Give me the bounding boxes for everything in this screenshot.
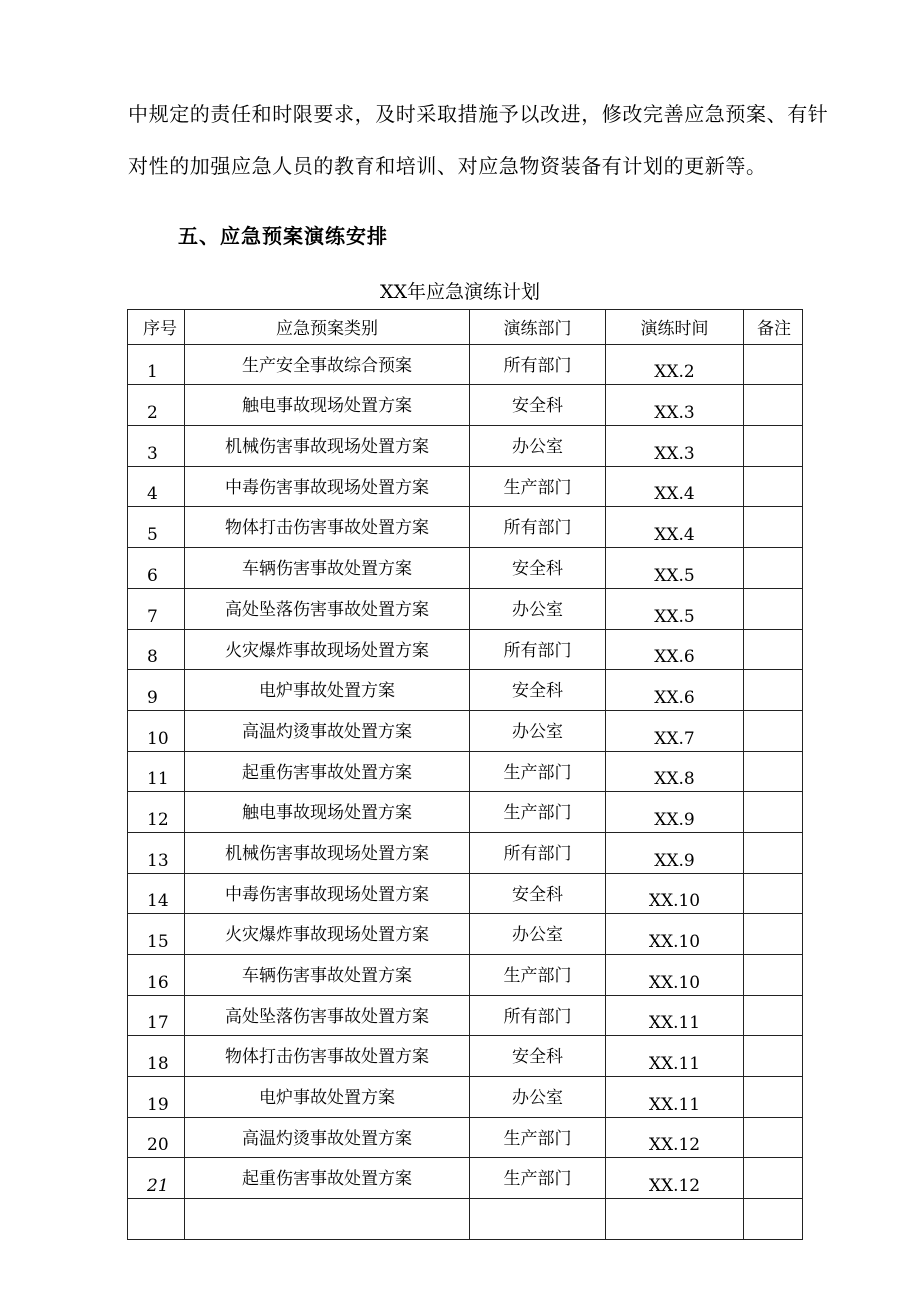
cell-note: [744, 1199, 803, 1240]
cell-no: 8: [128, 629, 185, 670]
cell-note: [744, 629, 803, 670]
cell-no: 1: [128, 344, 185, 385]
cell-no: 9: [128, 670, 185, 711]
cell-note: [744, 507, 803, 548]
cell-time: XX.12: [606, 1158, 744, 1199]
cell-time: XX.11: [606, 1036, 744, 1077]
cell-category: 高温灼烫事故处置方案: [185, 710, 470, 751]
cell-time: XX.3: [606, 385, 744, 426]
cell-time: XX.5: [606, 588, 744, 629]
cell-no: 6: [128, 548, 185, 589]
cell-time: XX.2: [606, 344, 744, 385]
cell-category: 机械伤害事故现场处置方案: [185, 832, 470, 873]
table-row: [128, 1117, 803, 1158]
cell-note: [744, 588, 803, 629]
cell-department: 所有部门: [470, 629, 606, 670]
cell-category: 火灾爆炸事故现场处置方案: [185, 629, 470, 670]
table-row: [128, 670, 803, 711]
cell-no: 4: [128, 466, 185, 507]
cell-time: XX.5: [606, 548, 744, 589]
cell-time: XX.6: [606, 629, 744, 670]
cell-department: 安全科: [470, 548, 606, 589]
table-row: [128, 385, 803, 426]
cell-time: XX.6: [606, 670, 744, 711]
cell-note: [744, 1077, 803, 1118]
cell-no: 19: [128, 1077, 185, 1118]
cell-note: [744, 1117, 803, 1158]
cell-category: 车辆伤害事故处置方案: [185, 955, 470, 996]
table-row: [128, 710, 803, 751]
cell-no: 16: [128, 955, 185, 996]
cell-time: XX.4: [606, 466, 744, 507]
table-row: [128, 1077, 803, 1118]
cell-note: [744, 466, 803, 507]
cell-category: 火灾爆炸事故现场处置方案: [185, 914, 470, 955]
table-row: [128, 751, 803, 792]
cell-department: 生产部门: [470, 792, 606, 833]
header-category: 应急预案类别: [185, 310, 470, 345]
drill-plan-table: [127, 309, 803, 1240]
header-department: 演练部门: [470, 310, 606, 345]
cell-category: 电炉事故处置方案: [185, 1077, 470, 1118]
cell-category: 生产安全事故综合预案: [185, 344, 470, 385]
cell-department: 所有部门: [470, 832, 606, 873]
cell-category: 起重伤害事故处置方案: [185, 751, 470, 792]
cell-department: 办公室: [470, 426, 606, 467]
cell-category: 车辆伤害事故处置方案: [185, 548, 470, 589]
table-row: [128, 588, 803, 629]
header-no: 序号: [128, 310, 185, 345]
header-note: 备注: [744, 310, 803, 345]
table-row: [128, 629, 803, 670]
cell-department: 生产部门: [470, 955, 606, 996]
cell-no: 3: [128, 426, 185, 467]
cell-note: [744, 792, 803, 833]
cell-time: XX.3: [606, 426, 744, 467]
table-row: [128, 1036, 803, 1077]
header-time: 演练时间: [606, 310, 744, 345]
cell-category: 中毒伤害事故现场处置方案: [185, 466, 470, 507]
cell-no: 20: [128, 1117, 185, 1158]
cell-time: XX.9: [606, 792, 744, 833]
cell-department: 办公室: [470, 710, 606, 751]
cell-note: [744, 670, 803, 711]
cell-department: 办公室: [470, 914, 606, 955]
cell-department: 所有部门: [470, 344, 606, 385]
cell-category: 中毒伤害事故现场处置方案: [185, 873, 470, 914]
cell-no: [128, 1199, 185, 1240]
cell-category: 起重伤害事故处置方案: [185, 1158, 470, 1199]
cell-category: 高处坠落伤害事故处置方案: [185, 588, 470, 629]
cell-department: 办公室: [470, 588, 606, 629]
cell-no: 14: [128, 873, 185, 914]
table-row: [128, 548, 803, 589]
cell-note: [744, 751, 803, 792]
cell-no: 21: [128, 1158, 185, 1199]
table-row: [128, 507, 803, 548]
cell-time: XX.9: [606, 832, 744, 873]
cell-note: [744, 914, 803, 955]
cell-no: 15: [128, 914, 185, 955]
cell-category: 触电事故现场处置方案: [185, 792, 470, 833]
cell-time: XX.11: [606, 1077, 744, 1118]
table-row: [128, 832, 803, 873]
section-heading: 五、应急预案演练安排: [178, 224, 388, 248]
cell-no: 10: [128, 710, 185, 751]
cell-note: [744, 1036, 803, 1077]
cell-department: 所有部门: [470, 995, 606, 1036]
cell-department: 生产部门: [470, 751, 606, 792]
cell-department: [470, 1199, 606, 1240]
cell-category: 高温灼烫事故处置方案: [185, 1117, 470, 1158]
cell-note: [744, 548, 803, 589]
cell-time: XX.11: [606, 995, 744, 1036]
cell-note: [744, 1158, 803, 1199]
cell-category: 物体打击伤害事故处置方案: [185, 507, 470, 548]
cell-department: 所有部门: [470, 507, 606, 548]
intro-line-1: 中规定的责任和时限要求，及时采取措施予以改进，修改完善应急预案、有针: [128, 102, 829, 126]
cell-note: [744, 873, 803, 914]
table-row: [128, 873, 803, 914]
cell-note: [744, 832, 803, 873]
cell-department: 安全科: [470, 873, 606, 914]
table-row: [128, 1158, 803, 1199]
table-row: [128, 344, 803, 385]
cell-department: 安全科: [470, 385, 606, 426]
table-row: [128, 995, 803, 1036]
cell-time: XX.10: [606, 955, 744, 996]
table-row: [128, 466, 803, 507]
cell-time: XX.8: [606, 751, 744, 792]
cell-time: XX.4: [606, 507, 744, 548]
table-header-row: [128, 310, 803, 345]
cell-no: 11: [128, 751, 185, 792]
cell-category: 电炉事故处置方案: [185, 670, 470, 711]
table-row: [128, 914, 803, 955]
table-body: [128, 344, 803, 1239]
cell-category: 高处坠落伤害事故处置方案: [185, 995, 470, 1036]
cell-no: 2: [128, 385, 185, 426]
cell-department: 安全科: [470, 1036, 606, 1077]
intro-line-2: 对性的加强应急人员的教育和培训、对应急物资装备有计划的更新等。: [128, 154, 767, 178]
cell-note: [744, 995, 803, 1036]
cell-time: XX.10: [606, 873, 744, 914]
cell-time: XX.10: [606, 914, 744, 955]
cell-note: [744, 344, 803, 385]
cell-department: 生产部门: [470, 466, 606, 507]
cell-time: XX.12: [606, 1117, 744, 1158]
cell-no: 13: [128, 832, 185, 873]
cell-no: 17: [128, 995, 185, 1036]
cell-department: 生产部门: [470, 1158, 606, 1199]
cell-no: 5: [128, 507, 185, 548]
cell-no: 7: [128, 588, 185, 629]
table-row: [128, 792, 803, 833]
cell-note: [744, 955, 803, 996]
cell-category: 触电事故现场处置方案: [185, 385, 470, 426]
cell-note: [744, 710, 803, 751]
table-row: [128, 426, 803, 467]
cell-category: [185, 1199, 470, 1240]
cell-note: [744, 426, 803, 467]
cell-no: 18: [128, 1036, 185, 1077]
cell-note: [744, 385, 803, 426]
cell-category: 物体打击伤害事故处置方案: [185, 1036, 470, 1077]
table-row: [128, 1199, 803, 1240]
cell-department: 安全科: [470, 670, 606, 711]
cell-department: 办公室: [470, 1077, 606, 1118]
cell-category: 机械伤害事故现场处置方案: [185, 426, 470, 467]
table-title: XX年应急演练计划: [379, 281, 541, 303]
cell-time: XX.7: [606, 710, 744, 751]
table-row: [128, 955, 803, 996]
cell-time: [606, 1199, 744, 1240]
cell-department: 生产部门: [470, 1117, 606, 1158]
cell-no: 12: [128, 792, 185, 833]
